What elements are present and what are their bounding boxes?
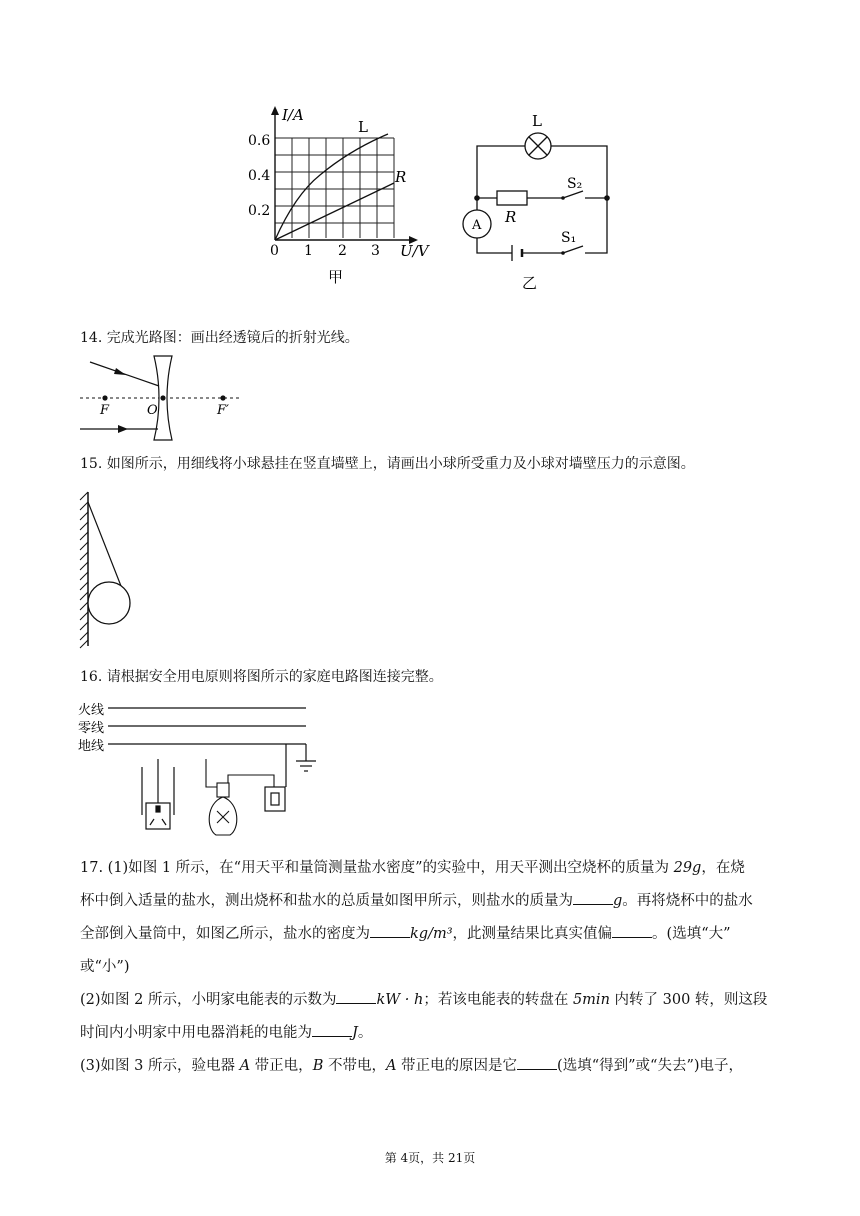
q17-line-4: 或“小”) (80, 959, 130, 975)
blank-salt-water-mass[interactable] (573, 890, 613, 905)
blank-bias[interactable] (612, 923, 652, 938)
question-16: 16. 请根据安全用电原则将图所示的家庭电路图连接完整。 (80, 669, 443, 685)
label-O: O (147, 403, 158, 418)
question-17 (80, 852, 780, 1083)
blank-electron[interactable] (517, 1055, 557, 1070)
wall-switch (265, 744, 286, 811)
top-wire (477, 146, 525, 198)
x-tick-3: 3 (371, 243, 380, 259)
graph-grid (275, 138, 394, 238)
household-circuit-figure (78, 697, 328, 842)
circuit-figure (455, 108, 625, 298)
string (88, 502, 121, 586)
blank-density[interactable] (370, 923, 410, 938)
line-R (275, 183, 394, 240)
focal-point-left (102, 395, 107, 400)
q17-line-7: (3)如图 3 所示，验电器 A 带正电，B 不带电，A 带正电的原因是它 (选填“得到”或“失去”)电子， (80, 1050, 780, 1083)
line-R-label: R (395, 168, 407, 186)
switch2-label: S₂ (567, 176, 583, 192)
y-axis-arrow (271, 106, 279, 115)
x-axis-label: U/V (400, 242, 429, 260)
y-tick-0-6: 0.6 (248, 133, 271, 149)
lens-figure (80, 354, 245, 442)
question-15: 15. 如图所示，用细线将小球悬挂在竖直墙壁上，请画出小球所受重力及小球对墙壁压力的示意图。 (80, 456, 695, 472)
question-14: 14. 完成光路图：画出经透镜后的折射光线。 (80, 330, 359, 346)
y-tick-0-4: 0.4 (248, 168, 271, 184)
resistor-label: R (505, 208, 517, 226)
page-footer: 第 4页，共 21页 (384, 1151, 476, 1165)
live-wire-label: 火线 (78, 703, 105, 718)
q17-line-6: 时间内小明家中用电器消耗的电能为 J。 (80, 1017, 780, 1050)
light-bulb (206, 759, 274, 835)
ammeter-label: A (472, 218, 482, 233)
circuit-caption: 乙 (522, 274, 538, 292)
x-tick-0: 0 (270, 243, 279, 259)
blank-energy[interactable] (312, 1022, 352, 1037)
wall-hatching (80, 492, 88, 648)
q17-line-1: 17. (1)如图 1 所示，在“用天平和量筒测量盐水密度”的实验中，用天平测出空烧杯的质量为 29g，在烧 (80, 860, 745, 876)
ball (88, 582, 130, 624)
graph-caption: 甲 (328, 268, 344, 286)
neutral-wire-label: 零线 (78, 721, 105, 736)
curve-L-label: L (358, 118, 368, 136)
ground-symbol (296, 761, 316, 771)
y-tick-0-2: 0.2 (248, 203, 271, 219)
switch1-label: S₁ (561, 230, 577, 246)
label-F: F (100, 403, 110, 418)
y-axis-label: I/A (282, 106, 304, 124)
blank-meter-reading[interactable] (336, 989, 376, 1004)
q17-line-2: 杯中倒入适量的盐水，测出烧杯和盐水的总质量如图甲所示，则盐水的质量为 g。再将烧杯中的盐水 (80, 885, 780, 918)
earth-wire-label: 地线 (78, 739, 105, 754)
x-tick-1: 1 (304, 243, 313, 259)
lamp-symbol (525, 133, 551, 159)
x-tick-2: 2 (338, 243, 347, 259)
label-F-prime: F′ (217, 403, 229, 418)
bottom-wire (477, 238, 512, 253)
focal-point-right (220, 395, 225, 400)
three-pin-socket (142, 759, 174, 829)
wall-ball-figure (76, 490, 146, 650)
q17-line-5: (2)如图 2 所示，小明家电能表的示数为 kW · h；若该电能表的转盘在 5min 内转了 300 转，则这段 (80, 984, 780, 1017)
iu-graph-figure (240, 100, 430, 290)
optical-center (160, 395, 165, 400)
resistor-symbol (497, 191, 527, 205)
q17-line-3: 全部倒入量筒中，如图乙所示，盐水的密度为 kg/m³，此测量结果比真实值偏 。(选填“大” (80, 918, 780, 951)
lamp-label: L (532, 112, 542, 130)
